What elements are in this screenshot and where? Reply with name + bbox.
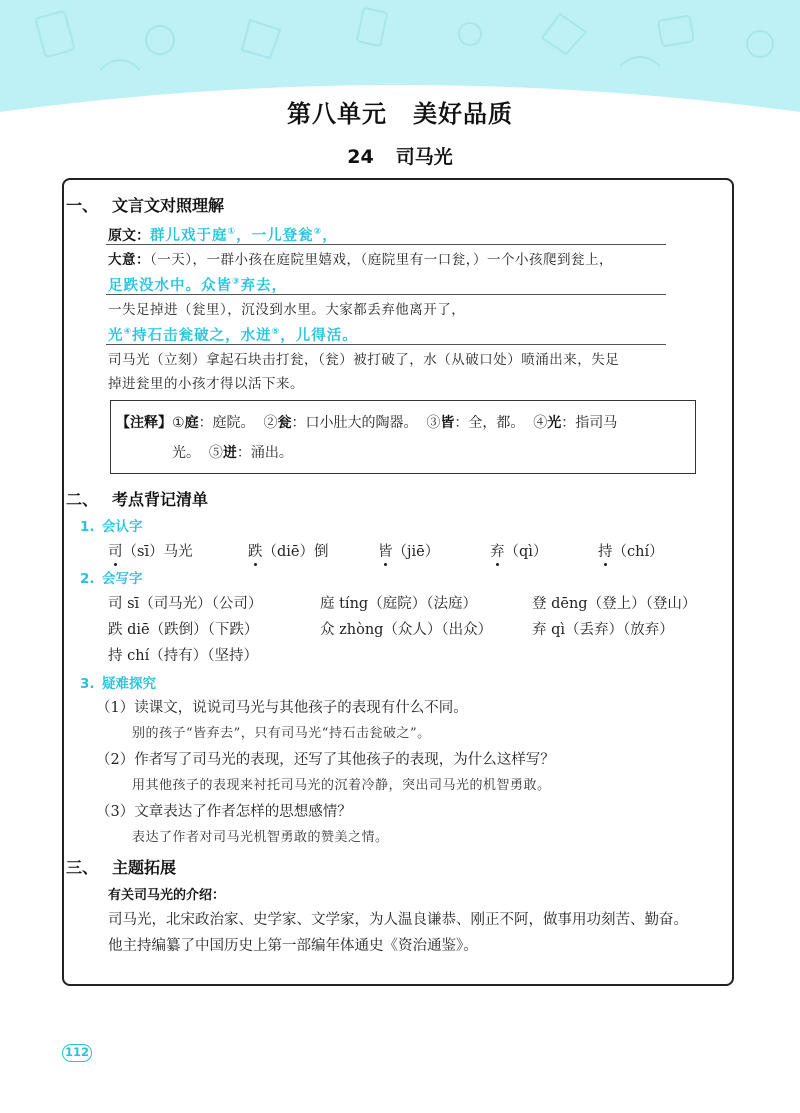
recognize-item: 弃（qì） [490,540,547,561]
answer-1: 别的孩子“皆弃去”，只有司马光“持石击瓮破之”。 [132,726,431,741]
write-item: 庭 tíng（庭院）（法庭） [320,596,477,612]
write-item: 持 chí（持有）（坚持） [108,648,258,664]
lesson-name: 司马光 [395,146,453,168]
section-2-heading: 二、 考点背记清单 [66,490,209,509]
intro-title: 有关司马光的介绍： [108,888,226,903]
section-1-heading: 一、 文言文对照理解 [66,196,225,215]
divider-line [106,344,666,345]
translation-line-1: 大意：（一天），一群小孩在庭院里嬉戏，（庭院里有一口瓮，）一个小孩爬到瓮上， [108,252,613,268]
unit-label: 第八单元 [287,100,387,128]
write-item: 弃 qì（丢弃）（放弃） [532,622,674,638]
sub-heading-explore: 3. 疑难探究 [80,676,156,692]
recognize-item: 司（sī）马光 [108,540,193,561]
sub-heading-write: 2. 会写字 [80,571,143,587]
divider-line [106,244,666,245]
unit-title [0,94,800,129]
divider-line [106,294,666,295]
lesson-number: 24 [347,146,374,168]
unit-theme: 美好品质 [413,100,513,128]
original-line-2: 足跌没水中。众皆③弃去， [108,277,288,294]
question-1: （1）读课文，说说司马光与其他孩子的表现有什么不同。 [96,700,468,716]
intro-line-2: 他主持编纂了中国历史上第一部编年体通史《资治通鉴》。 [108,938,478,954]
recognize-item: 跌（diē）倒 [248,540,329,561]
write-item: 众 zhòng（众人）（出众） [320,622,493,638]
lesson-title [0,142,800,169]
original-line-3: 光④持石击瓮破之，水迸⑤，儿得活。 [108,327,358,344]
write-item: 跌 diē（跌倒）（下跌） [108,622,259,638]
page-number: 112 [62,1044,92,1062]
write-item: 登 dēng（登上）（登山） [532,596,697,612]
recognize-item: 皆（jiē） [378,540,439,561]
answer-3: 表达了作者对司马光机智勇敢的赞美之情。 [132,830,389,845]
translation-line-2: 一失足掉进（瓮里），沉没到水里。大家都丢弃他离开了， [108,302,466,318]
notes-line-1: 【注释】①庭：庭院。 ②瓮：口小肚大的陶器。 ③皆：全，都。 ④光：指司马 [116,415,618,431]
translation-line-3b: 掉进瓮里的小孩才得以活下来。 [108,376,304,392]
section-3-heading: 三、 主题拓展 [66,858,177,877]
sub-heading-recognize: 1. 会认字 [80,519,143,535]
intro-line-1: 司马光，北宋政治家、史学家、文学家，为人温良谦恭、刚正不阿，做事用功刻苦、勤奋。 [108,912,688,928]
notes-line-2: 光。 ⑤迸：涌出。 [172,445,293,461]
translation-line-3a: 司马光（立刻）拿起石块击打瓮，（瓮）被打破了，水（从破口处）喷涌出来，失足 [108,352,620,368]
answer-2: 用其他孩子的表现来衬托司马光的沉着冷静，突出司马光的机智勇敢。 [132,778,551,793]
write-item: 司 sī（司马光）（公司） [108,596,263,612]
recognize-item: 持（chí） [598,540,664,561]
question-3: （3）文章表达了作者怎样的思想感情？ [96,804,352,820]
question-2: （2）作者写了司马光的表现，还写了其他孩子的表现，为什么这样写？ [96,752,555,768]
original-line-1: 原文：群儿戏于庭①，一儿登瓮②， [108,227,338,244]
